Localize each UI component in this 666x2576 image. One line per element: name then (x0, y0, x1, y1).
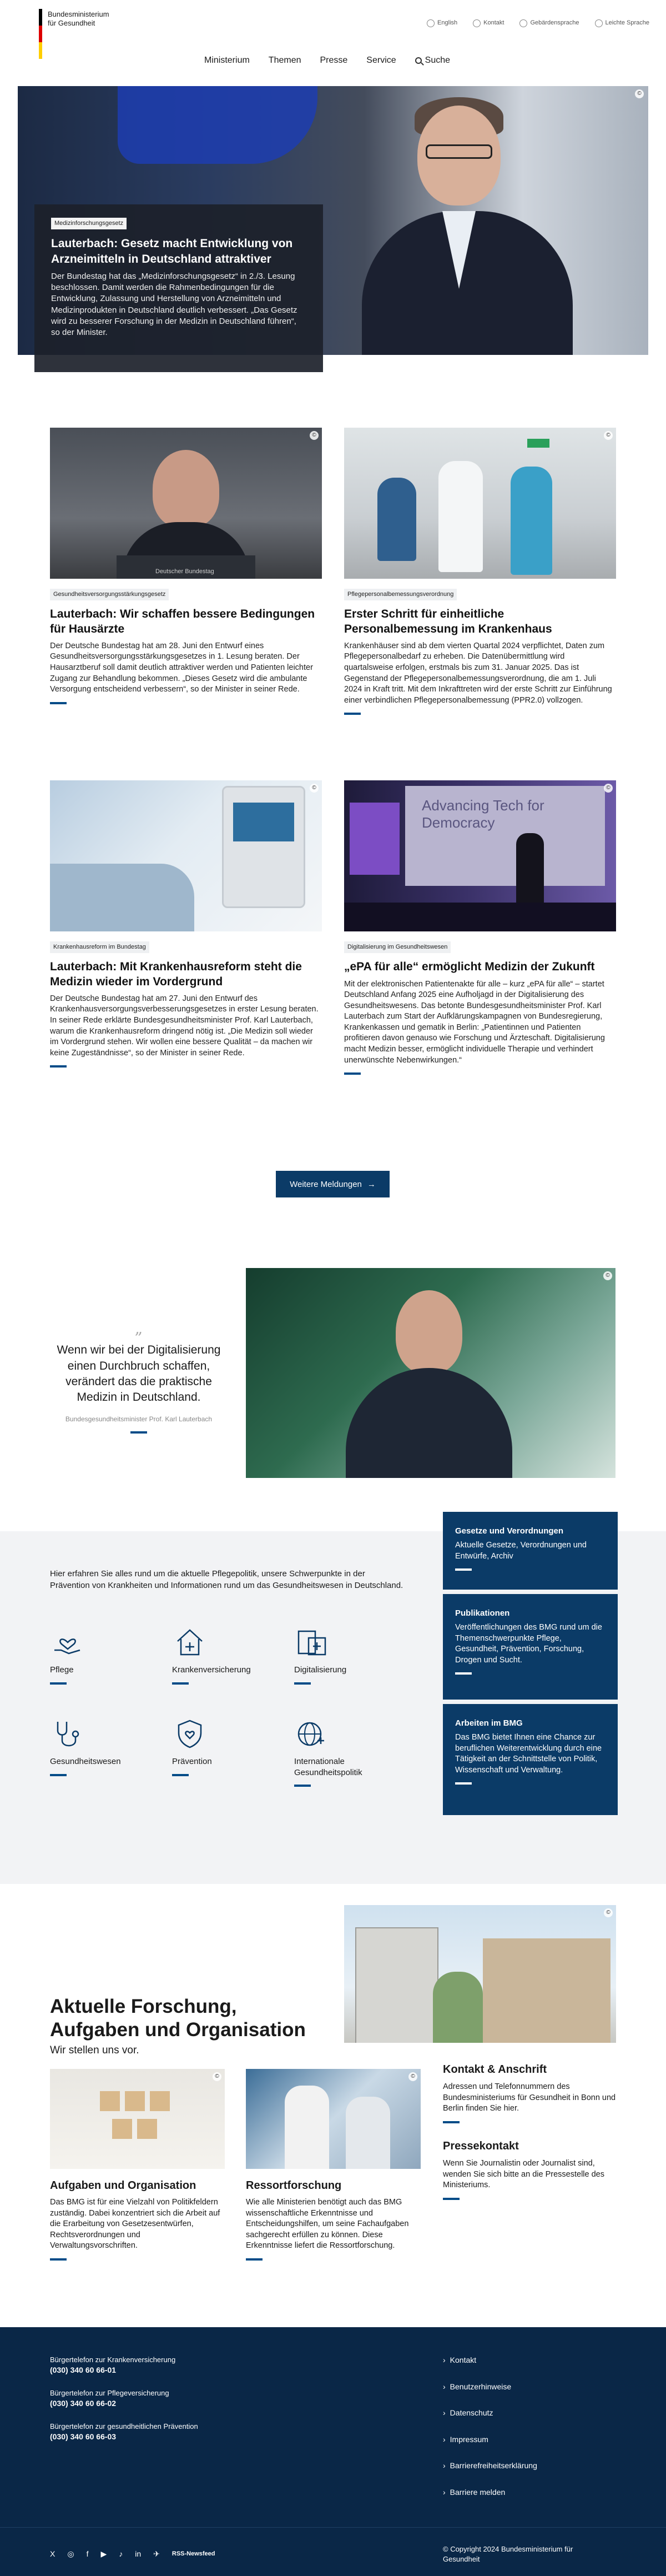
teaser-tag: Pflegepersonalbemessungsverordnung (344, 589, 457, 600)
copyright-icon[interactable]: © (310, 784, 319, 793)
copyright-icon[interactable]: © (635, 89, 644, 98)
teaser-card[interactable] (50, 428, 322, 704)
logo-line-2: für Gesundheit (48, 19, 95, 28)
teaser-text: Mit der elektronischen Patientenakte für alle – kurz „ePA für alle“ – startet Deutschland Anfang 2025 eine Aufholjagd in der Digitalisierung des Gesundheitswesens. Das betonte Bundesgesundheitsminister Prof. Karl Lauterbach zum Start der Aufklärungskampagnen von Bundesregierung, Krankenkassen und gematik in Berlin: „Patientinnen und Patienten profitieren davon genauso wie Forschung und Ärzteschaft. Digitalisierung macht Medizin besser, ermöglicht individuelle Therapie und verhindert unerwünschte Nebenwirkungen.“ (344, 979, 605, 1065)
teaser-card[interactable] (344, 428, 616, 715)
telegram-icon[interactable]: ✈ (153, 2549, 160, 2558)
box-title: Arbeiten im BMG (455, 1718, 523, 1728)
research-subtitle: Wir stellen uns vor. (50, 2044, 139, 2056)
ministry-building-image (344, 1905, 616, 2043)
copyright-icon[interactable]: © (604, 1908, 613, 1917)
social-links (50, 2549, 215, 2560)
teaser-tag: Krankenhausreform im Bundestag (50, 941, 149, 953)
hero-tag: Medizinforschungsgesetz (51, 218, 127, 229)
digital-document-icon (294, 1626, 330, 1659)
nurse-figure-2 (511, 467, 552, 575)
copyright-icon[interactable]: © (213, 2072, 221, 2081)
logo-line-1: Bundesministerium (48, 10, 109, 18)
topic-underline (50, 1682, 67, 1685)
quote-text: Wenn wir bei der Digitalisierung einen Durchbruch schaffen, verändert das die praktische Medizin in Deutschland. (57, 1344, 221, 1404)
patient-bed (50, 864, 194, 931)
meta-nav-easy-language[interactable] (595, 19, 650, 27)
heart-hand-icon (50, 1626, 85, 1659)
meta-nav-label: Gebärdensprache (530, 19, 579, 26)
globe-icon (427, 19, 435, 27)
box-underline (455, 1672, 472, 1675)
nav-ministerium[interactable]: Ministerium (204, 56, 250, 65)
footer-link-datenschutz[interactable]: › Datenschutz (443, 2408, 537, 2419)
footer-links (443, 2355, 537, 2514)
topic-internationale-gesundheitspolitik[interactable] (294, 1717, 394, 1787)
copyright-icon[interactable]: © (604, 431, 613, 440)
research-card-image (246, 2069, 421, 2169)
presentation-screen-left (350, 803, 400, 875)
meta-nav-sign-language[interactable] (519, 19, 579, 27)
contact-underline (443, 2198, 460, 2200)
meta-nav (427, 19, 649, 27)
teaser-underline (344, 713, 361, 715)
topic-krankenversicherung[interactable] (172, 1626, 272, 1685)
sign-language-icon (519, 19, 527, 27)
topic-pflege[interactable] (50, 1626, 150, 1685)
logo-text (48, 9, 109, 59)
hotline-label: Bürgertelefon zur Krankenversicherung (50, 2356, 176, 2364)
copyright-icon[interactable]: © (310, 431, 319, 440)
x-icon[interactable]: X (50, 2549, 56, 2558)
topic-underline (172, 1682, 189, 1685)
footer-link-benutzerhinweise[interactable]: › Benutzerhinweise (443, 2382, 537, 2393)
screen-text: Advancing Tech for Democracy (422, 797, 544, 831)
research-card-text: Das BMG ist für eine Vielzahl von Politikfeldern zuständig. Dabei konzentriert sich die Arbeit auf die Erarbeitung von Gesetzesentwürfen, Rechtsverordnungen und Verwaltungsvorschriften. (50, 2198, 220, 2251)
topic-underline (172, 1774, 189, 1776)
press-contact-block[interactable] (443, 2138, 618, 2200)
topic-praevention[interactable] (172, 1717, 272, 1776)
topic-underline (294, 1785, 311, 1787)
teaser-title[interactable]: Erster Schritt für einheitliche Personalbemessung im Krankenhaus (344, 608, 552, 635)
meta-nav-label: Kontakt (483, 19, 504, 26)
monitor-screen (233, 803, 294, 841)
teaser-text: Der Deutsche Bundestag hat am 27. Juni den Entwurf des Krankenhausversorgungsverbesserungsgesetzes in erster Lesung beraten. In seiner Rede erklärte Bundesgesundheitsminister Prof. Karl Lauterbach, warum die Krankenhausreform dringend nötig ist. „Die Medizin soll wieder im Vordergrund stehen. Wir wollen eine bessere Qualität – da machen wir keine Zugeständnisse“, so der Minister in seiner Rede. (50, 994, 319, 1058)
footer-copyright: © Copyright 2024 Bundesministerium für Gesundheit (443, 2545, 573, 2563)
scientist-figure (285, 2086, 329, 2169)
box-arbeiten[interactable] (443, 1704, 618, 1815)
box-text: Veröffentlichungen des BMG rund um die Themenschwerpunkte Pflege, Gesundheit, Prävention, Forschung, Drogen und Sucht. (455, 1623, 602, 1665)
contact-text: Adressen und Telefonnummern des Bundesministeriums für Gesundheit in Bonn und Berlin finden Sie hier. (443, 2082, 616, 2113)
nav-search-label: Suche (425, 56, 451, 65)
instagram-icon[interactable]: ◎ (67, 2549, 74, 2558)
hero-text: Der Bundestag hat das „Medizinforschungsgesetz“ in 2./3. Lesung beschlossen. Damit werden die Rahmenbedingungen für die Entwicklung, Zulassung und Herstellung von Arzneimitteln und Medizinprodukten in Deutschland deutlich verbessert. „Das Gesetz wird zu besserer Forschung in der Medizin in Deutschland führen“, so der Minister. (51, 271, 297, 338)
wooden-block (112, 2119, 132, 2139)
hotline-number: (030) 340 60 66-01 (50, 2365, 117, 2374)
box-text: Aktuelle Gesetze, Verordnungen und Entwürfe, Archiv (455, 1541, 587, 1561)
topic-label: Gesundheitswesen (50, 1757, 121, 1766)
footer-link-kontakt[interactable]: › Kontakt (443, 2355, 537, 2366)
main-nav (204, 54, 450, 67)
portrait-head (396, 1290, 462, 1374)
topic-underline (294, 1682, 311, 1685)
doctor-figure (438, 461, 483, 572)
meta-nav-contact[interactable] (473, 19, 504, 27)
house-cross-icon (172, 1626, 208, 1659)
footer-link-impressum[interactable]: › Impressum (443, 2434, 537, 2445)
audience (344, 903, 616, 931)
nav-presse[interactable]: Presse (320, 56, 348, 65)
hero-teaser[interactable] (34, 204, 323, 372)
hotline-pflegeversicherung[interactable] (50, 2388, 169, 2408)
quote-image (246, 1268, 615, 1478)
lectern-label: Deutscher Bundestag (155, 568, 214, 575)
more-news-button[interactable] (276, 1171, 390, 1197)
speaker-figure (153, 450, 219, 528)
tree (433, 1972, 483, 2043)
topic-label: Digitalisierung (294, 1665, 347, 1675)
hotline-label: Bürgertelefon zur Pflegeversicherung (50, 2389, 169, 2397)
quote-author: Bundesgesundheitsminister Prof. Karl Lauterbach (65, 1415, 213, 1423)
tiktok-icon[interactable]: ♪ (119, 2549, 123, 2558)
research-card-underline (50, 2258, 67, 2261)
research-card-text: Wie alle Ministerien benötigt auch das BMG wissenschaftliche Erkenntnisse und Entscheidungshilfen, um seine Fachaufgaben sachgerecht erfüllen zu können. Diese Erkenntnisse liefert die Ressortforschung. (246, 2198, 409, 2251)
site-footer (0, 2327, 666, 2576)
site-logo[interactable] (39, 9, 109, 59)
hotline-krankenversicherung[interactable] (50, 2355, 175, 2375)
meta-nav-label: Leichte Sprache (605, 19, 649, 26)
teaser-title[interactable]: „ePA für alle“ ermöglicht Medizin der Zukunft (344, 960, 595, 974)
copyright-icon[interactable]: © (604, 784, 613, 793)
contact-title: Kontakt & Anschrift (443, 2063, 547, 2076)
teaser-image (50, 428, 322, 579)
box-gesetze[interactable] (443, 1512, 618, 1590)
contact-underline (443, 2121, 460, 2123)
search-icon (415, 57, 422, 64)
site-header (0, 0, 666, 83)
topic-label: Internationale Gesundheitspolitik (294, 1757, 362, 1777)
wooden-block (150, 2091, 170, 2111)
meta-nav-english[interactable] (427, 19, 457, 27)
box-title: Gesetze und Verordnungen (455, 1526, 564, 1536)
quote-icon: „ (134, 1319, 143, 1337)
wooden-block (100, 2091, 120, 2111)
hotline-praevention[interactable] (50, 2422, 198, 2442)
hero-chair-shape (118, 86, 317, 164)
topic-underline (50, 1774, 67, 1776)
box-title: Publikationen (455, 1608, 510, 1618)
teaser-underline (50, 1065, 67, 1068)
box-publikationen[interactable] (443, 1594, 618, 1700)
research-card-underline (246, 2258, 263, 2261)
nurse-figure (377, 478, 416, 561)
meta-nav-label: English (437, 19, 458, 26)
exit-sign (527, 439, 549, 448)
teaser-card[interactable] (50, 780, 322, 1068)
portrait-body (346, 1368, 512, 1478)
hero-portrait (351, 94, 584, 355)
copyright-icon[interactable]: © (408, 2072, 417, 2081)
nav-themen[interactable]: Themen (268, 56, 301, 65)
topic-label: Krankenversicherung (172, 1665, 251, 1675)
copyright-icon[interactable]: © (603, 1271, 612, 1280)
footer-link-barrierefreiheit[interactable]: › Barrierefreiheitserklärung (443, 2460, 537, 2472)
teaser-underline (50, 702, 67, 704)
teaser-image (344, 428, 616, 579)
box-text: Das BMG bietet Ihnen eine Chance zur beruflichen Weiterentwicklung durch eine Tätigkeit an der Schnittstelle von Politik, Wissenschaft und Verwaltung. (455, 1733, 602, 1775)
research-title: Aktuelle Forschung, Aufgaben und Organisation (50, 1996, 306, 2041)
scientist-figure-2 (346, 2097, 390, 2169)
research-card-title[interactable]: Ressortforschung (246, 2179, 342, 2192)
hotline-number: (030) 340 60 66-02 (50, 2398, 117, 2408)
teaser-text: Krankenhäuser sind ab dem vierten Quartal 2024 verpflichtet, Daten zum Pflegepersonalbedarf zu erheben. Die Datenübermittlung wird quartalsweise erfolgen, erstmals bis zum 31. Januar 2025. Das ist Gegenstand der Pflegepersonalbemessungsverordnung, die am 1. Juli 2024 in Kraft tritt. Mit dem Inkrafttreten wird der erste Schritt zur Einführung einer verbindlichen Pflegepersonalbemessung (PPR2.0) vollzogen. (344, 641, 612, 705)
teaser-text: Der Deutsche Bundestag hat am 28. Juni den Entwurf eines Gesundheitsversorgungsstärkungsgesetzes in 1. Lesung beraten. Der Hausarztberuf soll damit deutlich attraktiver werden und Patienten leichter Zugang zur Behandlung bekommen. „Dieses Gesetz wird die ambulante Versorgung entscheidend verbessern“, so der Minister in seiner Rede. (50, 641, 313, 694)
topic-digitalisierung[interactable] (294, 1626, 394, 1685)
teaser-tag: Gesundheitsversorgungsstärkungsgesetz (50, 589, 169, 600)
historic-building (483, 1938, 610, 2043)
topic-label: Pflege (50, 1665, 74, 1675)
german-flag (39, 9, 42, 59)
teaser-tag: Digitalisierung im Gesundheitswesen (344, 941, 451, 953)
teaser-title[interactable]: Lauterbach: Mit Krankenhausreform steht die Medizin wieder im Vordergrund (50, 960, 302, 988)
footer-bottom (0, 2527, 666, 2576)
stethoscope-icon (50, 1717, 85, 1751)
arrow-right-icon: → (367, 1179, 376, 1189)
hotline-label: Bürgertelefon zur gesundheitlichen Prävention (50, 2422, 198, 2430)
quote-underline (130, 1431, 147, 1434)
research-card[interactable] (246, 2069, 421, 2261)
wooden-block (125, 2091, 145, 2111)
easy-language-icon (595, 19, 603, 27)
footer-link-barriere-melden[interactable]: › Barriere melden (443, 2487, 537, 2498)
research-card-title[interactable]: Aufgaben und Organisation (50, 2179, 196, 2192)
contact-title: Pressekontakt (443, 2140, 519, 2152)
shield-heart-icon (172, 1717, 208, 1751)
teaser-card[interactable] (344, 780, 616, 1075)
linkedin-icon[interactable]: in (135, 2549, 142, 2558)
modern-building (355, 1927, 438, 2043)
phone-icon (473, 19, 481, 27)
research-card-image (50, 2069, 225, 2169)
teaser-image (344, 780, 616, 931)
topic-label: Prävention (172, 1757, 212, 1766)
contact-text: Wenn Sie Journalistin oder Journalist sind, wenden Sie sich bitte an die Pressestelle des Ministeriums. (443, 2159, 604, 2190)
quote-block (50, 1317, 228, 1434)
teaser-image (50, 780, 322, 931)
nav-search[interactable] (415, 54, 450, 67)
box-underline (455, 1568, 472, 1571)
research-card[interactable] (50, 2069, 225, 2261)
hotline-number: (030) 340 60 66-03 (50, 2432, 117, 2441)
nav-service[interactable]: Service (366, 56, 396, 65)
contact-block[interactable] (443, 2062, 618, 2123)
teaser-title[interactable]: Lauterbach: Wir schaffen bessere Bedingungen für Hausärzte (50, 608, 315, 635)
box-underline (455, 1782, 472, 1785)
globe-icon (294, 1717, 330, 1751)
facebook-icon[interactable]: f (86, 2549, 89, 2558)
rss-icon[interactable]: RSS-Newsfeed (171, 2550, 215, 2557)
topic-gesundheitswesen[interactable] (50, 1717, 150, 1776)
topics-intro: Hier erfahren Sie alles rund um die aktuelle Pflegepolitik, unsere Schwerpunkte in der Prävention von Krankheiten und Informationen rund um das Gesundheitswesen in Deutschland. (50, 1569, 403, 1590)
youtube-icon[interactable]: ▶ (100, 2549, 107, 2558)
hero-title[interactable]: Lauterbach: Gesetz macht Entwicklung von Arzneimitteln in Deutschland attraktiver (51, 237, 293, 265)
topics-section (0, 1526, 666, 1884)
more-news-label: Weitere Meldungen (290, 1179, 362, 1189)
teaser-underline (344, 1073, 361, 1075)
wooden-block (137, 2119, 157, 2139)
